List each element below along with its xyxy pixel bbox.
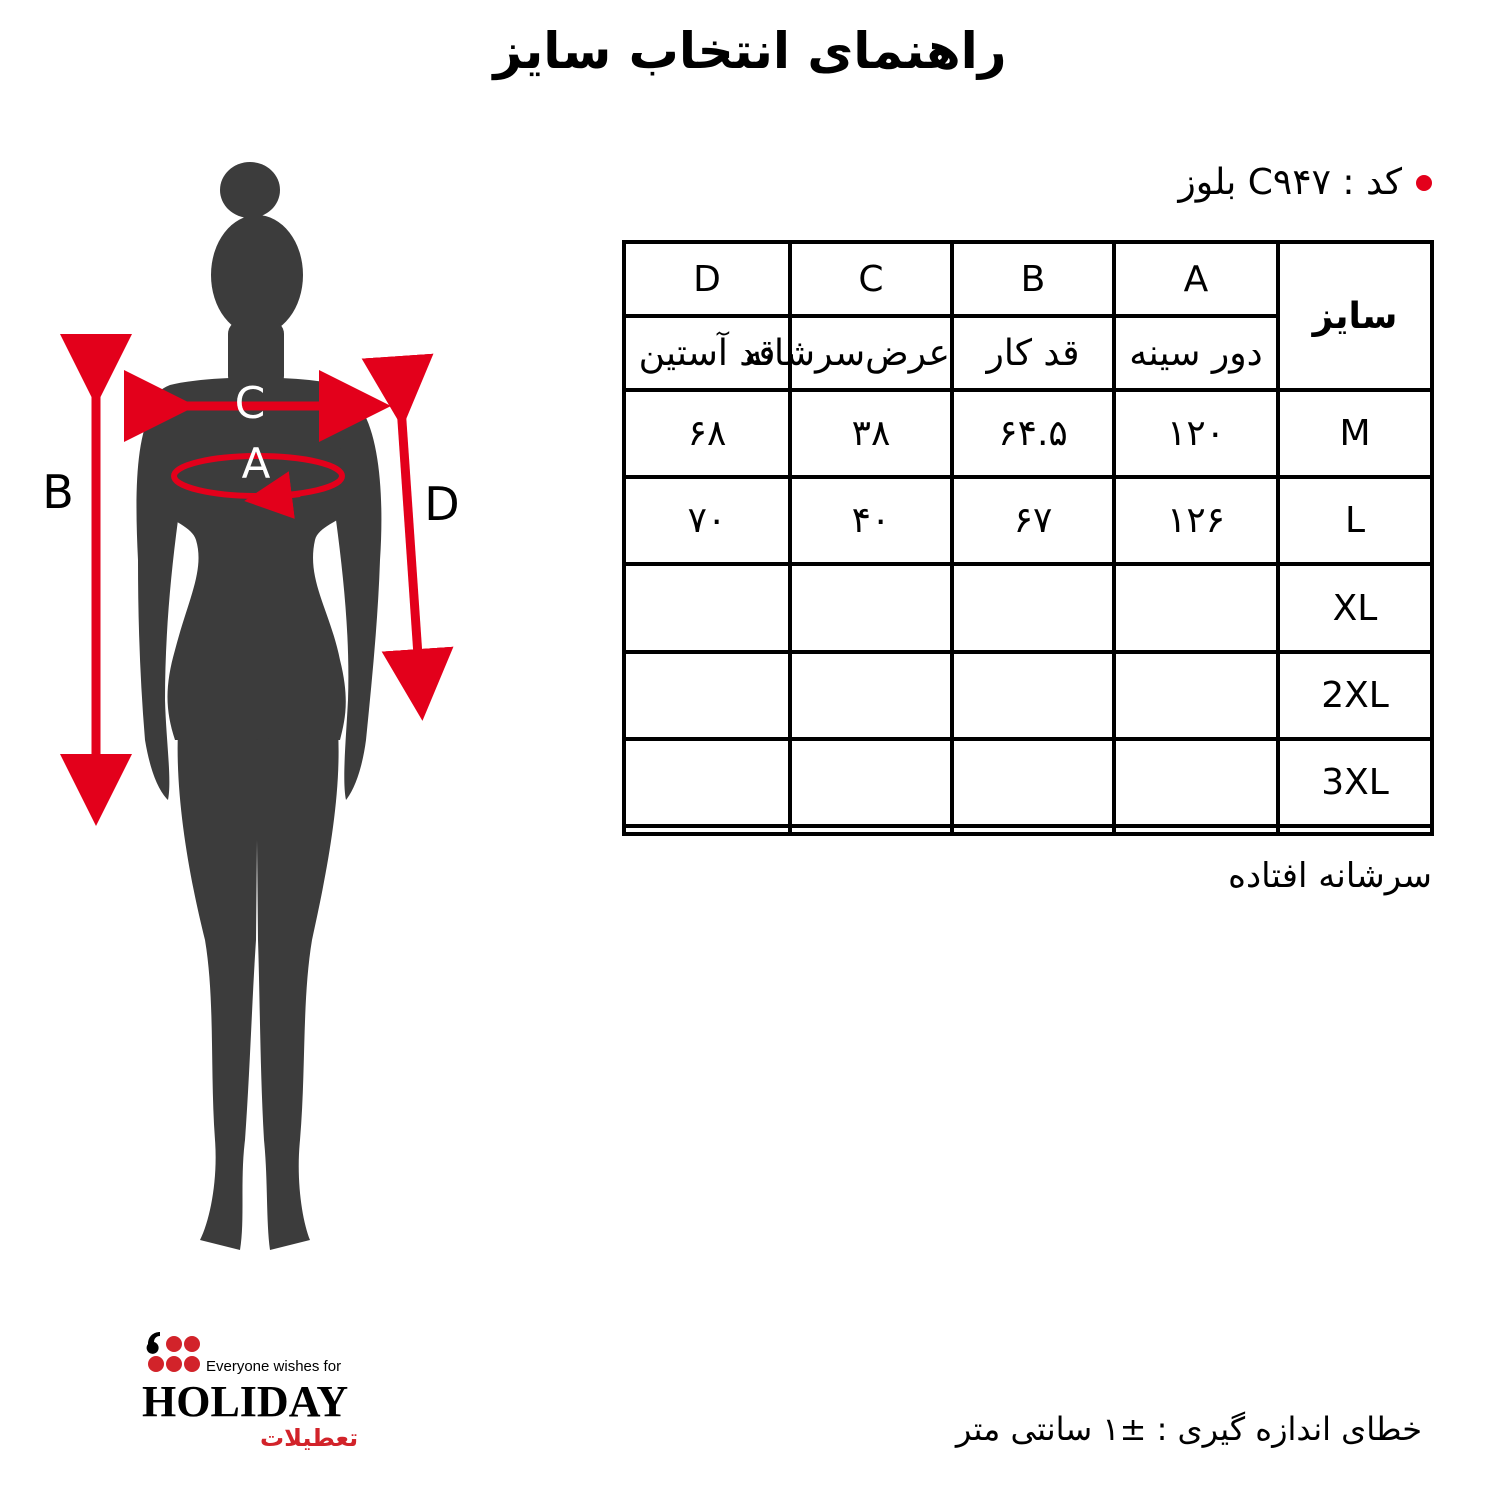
measurement-error-note: خطای اندازه گیری : ±۱ سانتی متر xyxy=(955,1410,1422,1448)
column-letter-c: C xyxy=(790,242,952,316)
table-row xyxy=(624,826,1432,834)
fit-note: سرشانه افتاده xyxy=(1228,856,1432,896)
arrow-d xyxy=(400,392,420,685)
cell-size: M xyxy=(1278,390,1432,477)
column-desc-b: قد کار xyxy=(952,316,1114,390)
cell-d xyxy=(624,652,790,739)
cell-b xyxy=(952,652,1114,739)
column-desc-d: قد آستین xyxy=(624,316,790,390)
column-letter-d: D xyxy=(624,242,790,316)
cell-size xyxy=(1278,826,1432,834)
table-header-row xyxy=(624,242,1432,316)
cell-c: ۴۰ xyxy=(790,477,952,564)
table-row xyxy=(624,390,1432,477)
label-a: A xyxy=(241,439,271,488)
product-code xyxy=(1178,162,1432,203)
body-measurement-diagram xyxy=(0,140,520,1280)
cell-a: ۱۲۰ xyxy=(1114,390,1278,477)
column-desc-c: عرض‌سرشانه xyxy=(790,316,952,390)
cell-b xyxy=(952,564,1114,651)
cell-d xyxy=(624,739,790,826)
cell-a xyxy=(1114,739,1278,826)
cell-size: L xyxy=(1278,477,1432,564)
bullet-icon xyxy=(1416,175,1432,191)
logo-dots-icon xyxy=(144,1332,206,1376)
label-c: C xyxy=(234,378,266,429)
cell-b: ۶۴.۵ xyxy=(952,390,1114,477)
column-letter-a: A xyxy=(1114,242,1278,316)
cell-b: ۶۷ xyxy=(952,477,1114,564)
column-desc-a: دور سینه xyxy=(1114,316,1278,390)
cell-a: ۱۲۶ xyxy=(1114,477,1278,564)
table-row xyxy=(624,564,1432,651)
cell-a xyxy=(1114,564,1278,651)
logo-slogan: Everyone wishes for xyxy=(206,1358,342,1375)
size-column-header: سایز xyxy=(1278,242,1432,390)
cell-c: ۳۸ xyxy=(790,390,952,477)
cell-b xyxy=(952,739,1114,826)
body-silhouette-icon xyxy=(0,140,520,1280)
cell-size: 3XL xyxy=(1278,739,1432,826)
cell-c xyxy=(790,564,952,651)
brand-logo xyxy=(140,1322,380,1462)
logo-brand: HOLIDAY xyxy=(142,1377,349,1426)
table-row xyxy=(624,739,1432,826)
table-row xyxy=(624,477,1432,564)
size-table xyxy=(622,240,1434,836)
cell-size: 2XL xyxy=(1278,652,1432,739)
cell-a xyxy=(1114,826,1278,834)
cell-c xyxy=(790,739,952,826)
product-code-text: کد : C۹۴۷ بلوز xyxy=(1178,162,1402,203)
cell-c xyxy=(790,652,952,739)
table-row xyxy=(624,652,1432,739)
cell-d xyxy=(624,564,790,651)
logo-brand-fa: تعطیلات xyxy=(260,1424,359,1452)
column-letter-b: B xyxy=(952,242,1114,316)
cell-a xyxy=(1114,652,1278,739)
label-b: B xyxy=(42,465,74,519)
cell-b xyxy=(952,826,1114,834)
cell-d: ۷۰ xyxy=(624,477,790,564)
cell-c xyxy=(790,826,952,834)
cell-d: ۶۸ xyxy=(624,390,790,477)
cell-size: XL xyxy=(1278,564,1432,651)
page-title: راهنمای انتخاب سایز xyxy=(493,22,1007,80)
cell-d xyxy=(624,826,790,834)
label-d: D xyxy=(424,477,460,531)
